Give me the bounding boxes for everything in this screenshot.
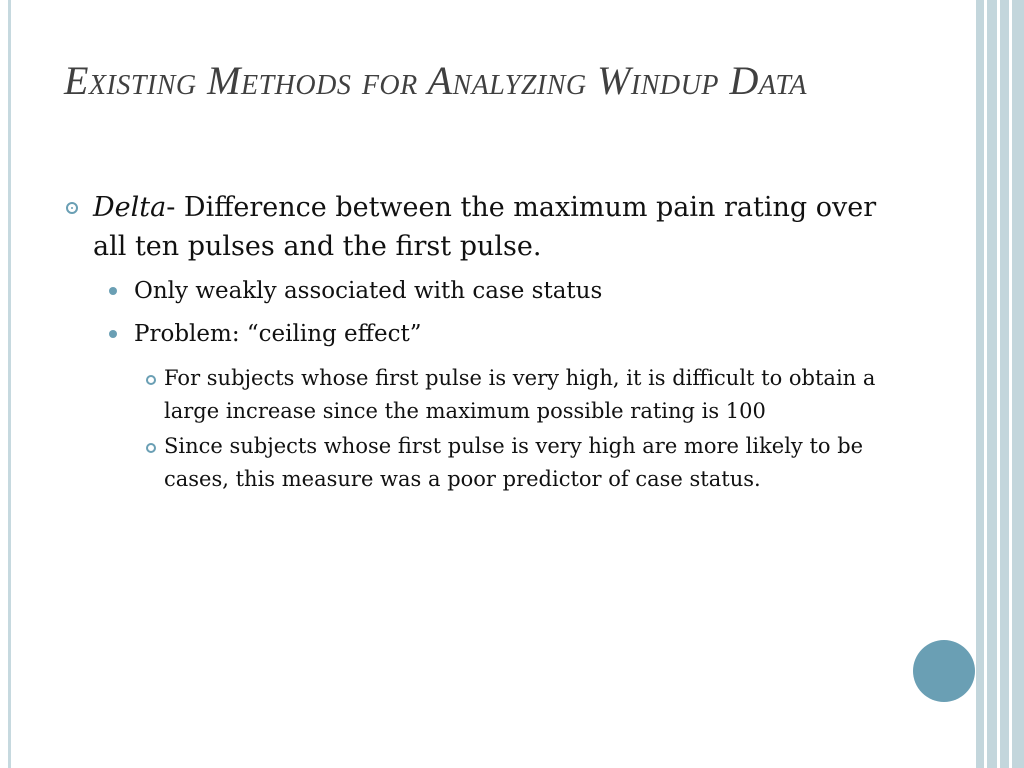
ring-bullet-icon bbox=[146, 443, 156, 453]
left-border-line bbox=[8, 0, 11, 768]
delta-definition: - Difference between the maximum pain rating over all ten pulses and the first pulse. bbox=[93, 192, 877, 262]
right-stripe bbox=[1000, 0, 1009, 768]
bullet-level3 bbox=[64, 430, 894, 496]
bullet-level2 bbox=[64, 276, 894, 306]
decorative-circle bbox=[913, 640, 975, 702]
ring-bullet-icon bbox=[146, 375, 156, 385]
bullet-text: Only weakly associated with case status bbox=[134, 278, 603, 304]
bullet-text: Problem: “ceiling effect” bbox=[134, 321, 422, 347]
right-stripe bbox=[976, 0, 984, 768]
slide-body bbox=[64, 188, 894, 498]
delta-term: Delta bbox=[93, 192, 167, 223]
dot-bullet-icon bbox=[109, 287, 117, 295]
dot-bullet-icon bbox=[109, 330, 117, 338]
bullet-level2 bbox=[64, 319, 894, 349]
slide-title: Existing Methods for Analyzing Windup Data bbox=[64, 58, 808, 103]
bullet-level1 bbox=[64, 188, 894, 266]
ring-bullet-icon bbox=[66, 202, 78, 214]
bullet-text: Since subjects whose first pulse is very high are more likely to be cases, this measure was a poor predictor of case status. bbox=[164, 434, 864, 491]
bullet-level3 bbox=[64, 362, 894, 428]
bullet-text: For subjects whose first pulse is very high, it is difficult to obtain a large increase since the maximum possible rating is 100 bbox=[164, 366, 876, 423]
right-stripe bbox=[1012, 0, 1024, 768]
right-stripe bbox=[987, 0, 997, 768]
